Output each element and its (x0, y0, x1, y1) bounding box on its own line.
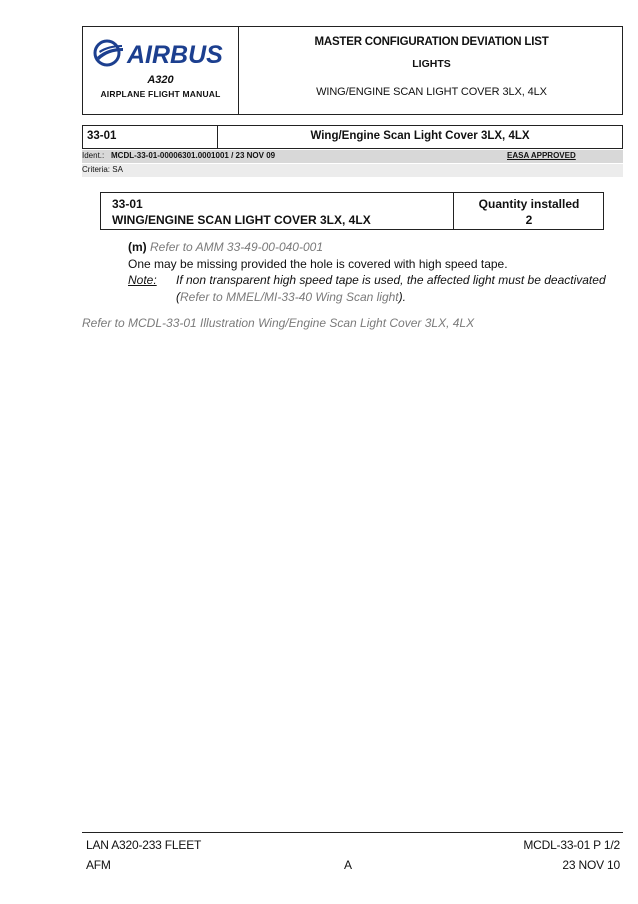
aircraft-model: A320 (147, 74, 174, 86)
amm-reference-link[interactable]: Refer to AMM 33-49-00-040-001 (150, 240, 323, 254)
item-title-bar (82, 125, 623, 149)
deviation-description: One may be missing provided the hole is covered with high speed tape. (128, 257, 508, 271)
ident-label: Ident.: (82, 151, 105, 160)
footer-page-number: MCDL-33-01 P 1/2 (523, 838, 620, 852)
criteria-text: Criteria: SA (82, 165, 123, 174)
footer-date: 23 NOV 10 (562, 858, 620, 872)
footer-revision: A (344, 858, 352, 872)
mmel-reference-link[interactable]: Refer to MMEL/MI-33-40 Wing Scan light (180, 290, 399, 304)
airbus-logo (93, 36, 233, 70)
maintenance-line (128, 240, 323, 254)
document-header (82, 26, 623, 115)
note-line (128, 273, 606, 287)
item-table (100, 192, 604, 230)
note-label: Note: (128, 273, 157, 287)
header-item-title: WING/ENGINE SCAN LIGHT COVER 3LX, 4LX (316, 86, 547, 98)
item-table-name: WING/ENGINE SCAN LIGHT COVER 3LX, 4LX (112, 213, 371, 227)
manual-name: AIRPLANE FLIGHT MANUAL (100, 89, 221, 99)
footer-rule (82, 832, 623, 833)
note-text: If non transparent high speed tape is used, the affected light must be deactivated (176, 273, 606, 287)
note-reference-line (176, 290, 406, 304)
illustration-reference-link[interactable]: Refer to MCDL-33-01 Illustration Wing/Engine Scan Light Cover 3LX, 4LX (82, 316, 475, 330)
item-title: Wing/Engine Scan Light Cover 3LX, 4LX (310, 130, 530, 142)
footer-fleet: LAN A320-233 FLEET (86, 838, 202, 852)
item-table-reference: 33-01 (112, 197, 143, 211)
document-title: MASTER CONFIGURATION DEVIATION LIST (314, 36, 549, 48)
item-reference: 33-01 (87, 130, 117, 142)
note-reference-close: ). (398, 290, 406, 304)
criteria-bar (82, 164, 623, 177)
chapter-title: LIGHTS (412, 58, 451, 70)
footer-manual: AFM (86, 858, 111, 872)
logo-wordmark: AIRBUS (127, 41, 223, 69)
ident-bar (82, 150, 623, 163)
maintenance-code: (m) (128, 240, 147, 254)
approval-badge: EASA APPROVED (507, 151, 576, 160)
ident-value: MCDL-33-01-00006301.0001001 / 23 NOV 09 (111, 151, 276, 160)
quantity-label: Quantity installed (478, 197, 580, 211)
note-reference-open: ( (176, 290, 180, 304)
quantity-value: 2 (525, 213, 533, 227)
